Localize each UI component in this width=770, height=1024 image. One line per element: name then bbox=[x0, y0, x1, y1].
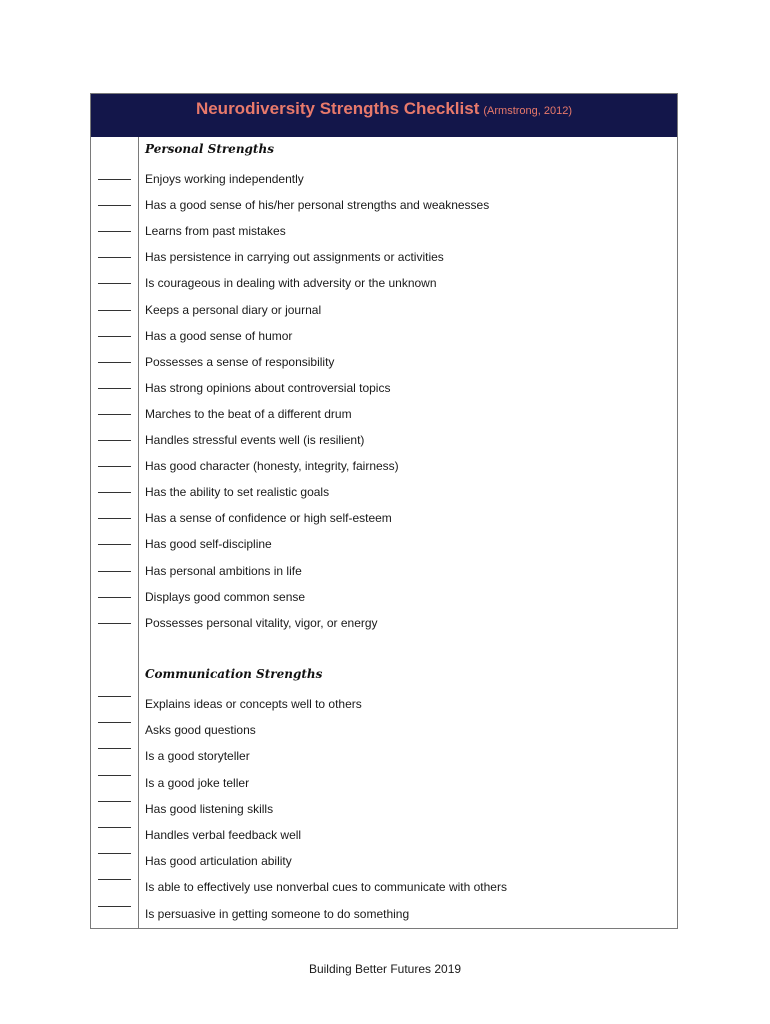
personal-strength-item-label: Possesses personal vitality, vigor, or energy bbox=[145, 615, 378, 630]
personal-strength-row bbox=[91, 510, 677, 528]
personal-strength-row bbox=[91, 380, 677, 398]
personal-strength-item-label: Has good character (honesty, integrity, fairness) bbox=[145, 459, 399, 474]
personal-strength-item-label: Keeps a personal diary or journal bbox=[145, 302, 322, 317]
answer-blank[interactable] bbox=[98, 414, 131, 415]
answer-blank[interactable] bbox=[98, 571, 131, 572]
personal-strength-row bbox=[91, 223, 677, 241]
communication-strength-row bbox=[91, 748, 677, 766]
personal-strength-item-label: Has good self-discipline bbox=[145, 537, 272, 552]
personal-strength-item-label: Has personal ambitions in life bbox=[145, 563, 302, 578]
answer-blank[interactable] bbox=[98, 827, 131, 828]
title-citation: (Armstrong, 2012) bbox=[483, 105, 573, 117]
personal-strength-row bbox=[91, 484, 677, 502]
personal-strength-item-label: Has a good sense of his/her personal strengths and weaknesses bbox=[145, 198, 490, 213]
communication-strength-row bbox=[91, 722, 677, 740]
answer-blank[interactable] bbox=[98, 283, 131, 284]
personal-strength-item-label: Marches to the beat of a different drum bbox=[145, 406, 352, 421]
answer-blank[interactable] bbox=[98, 492, 131, 493]
answer-blank[interactable] bbox=[98, 597, 131, 598]
answer-blank[interactable] bbox=[98, 906, 131, 907]
answer-blank[interactable] bbox=[98, 853, 131, 854]
communication-strength-row bbox=[91, 879, 677, 897]
communication-strength-item-label: Is a good joke teller bbox=[145, 775, 250, 790]
personal-strength-item-label: Is courageous in dealing with adversity or the unknown bbox=[145, 276, 437, 291]
communication-strength-row bbox=[91, 775, 677, 793]
communication-strength-row bbox=[91, 906, 677, 924]
personal-strength-item-label: Handles stressful events well (is resilient) bbox=[145, 433, 365, 447]
answer-blank[interactable] bbox=[98, 257, 131, 258]
personal-strength-item-label: Enjoys working independently bbox=[145, 172, 304, 186]
communication-strength-row bbox=[91, 827, 677, 845]
checklist-table bbox=[90, 93, 678, 929]
personal-strength-row bbox=[91, 458, 677, 476]
personal-strength-row bbox=[91, 406, 677, 424]
personal-strength-row bbox=[91, 302, 677, 320]
personal-strength-row bbox=[91, 354, 677, 372]
personal-strengths-heading: Personal Strengths bbox=[145, 142, 274, 156]
personal-strength-row bbox=[91, 589, 677, 607]
personal-strength-row bbox=[91, 275, 677, 293]
answer-blank[interactable] bbox=[98, 801, 131, 802]
answer-blank[interactable] bbox=[98, 310, 131, 311]
page-footer: Building Better Futures 2019 bbox=[308, 962, 462, 976]
personal-strength-row bbox=[91, 536, 677, 554]
personal-strength-item-label: Has strong opinions about controversial topics bbox=[145, 380, 391, 395]
answer-blank[interactable] bbox=[98, 879, 131, 880]
answer-blank[interactable] bbox=[98, 623, 131, 624]
checklist-header bbox=[91, 94, 677, 137]
personal-strength-item-label: Has a sense of confidence or high self-esteem bbox=[145, 511, 392, 526]
answer-blank[interactable] bbox=[98, 179, 131, 180]
personal-strength-item-label: Possesses a sense of responsibility bbox=[145, 354, 335, 369]
personal-strength-item-label: Has a good sense of humor bbox=[145, 328, 293, 343]
communication-strength-item-label: Is able to effectively use nonverbal cues to communicate with others bbox=[145, 880, 507, 895]
personal-strength-row bbox=[91, 328, 677, 346]
answer-blank[interactable] bbox=[98, 518, 131, 519]
answer-blank[interactable] bbox=[98, 722, 131, 723]
communication-strength-item-label: Has good listening skills bbox=[145, 801, 274, 816]
answer-blank[interactable] bbox=[98, 231, 131, 232]
personal-strength-row bbox=[91, 615, 677, 633]
page-title: Neurodiversity Strengths Checklist bbox=[195, 99, 480, 118]
answer-blank[interactable] bbox=[98, 388, 131, 389]
answer-blank[interactable] bbox=[98, 362, 131, 363]
communication-strength-item-label: Has good articulation ability bbox=[145, 854, 292, 869]
answer-blank[interactable] bbox=[98, 466, 131, 467]
answer-blank[interactable] bbox=[98, 440, 131, 441]
communication-strength-row bbox=[91, 853, 677, 871]
communication-strength-item-label: Is persuasive in getting someone to do something bbox=[145, 906, 410, 921]
personal-strength-row bbox=[91, 432, 677, 450]
communication-strength-item-label: Is a good storyteller bbox=[145, 749, 250, 764]
communication-strength-item-label: Explains ideas or concepts well to others bbox=[145, 697, 362, 711]
personal-strength-item-label: Has persistence in carrying out assignments or activities bbox=[145, 250, 444, 265]
communication-strength-item-label: Handles verbal feedback well bbox=[145, 828, 302, 842]
personal-strength-item-label: Learns from past mistakes bbox=[145, 224, 286, 239]
answer-blank[interactable] bbox=[98, 544, 131, 545]
answer-blank[interactable] bbox=[98, 205, 131, 206]
personal-strength-item-label: Has the ability to set realistic goals bbox=[145, 485, 330, 500]
answer-blank[interactable] bbox=[98, 336, 131, 337]
communication-strength-row bbox=[91, 801, 677, 819]
answer-blank[interactable] bbox=[98, 748, 131, 749]
communication-strength-row bbox=[91, 696, 677, 714]
personal-strength-row bbox=[91, 197, 677, 215]
personal-strength-row bbox=[91, 249, 677, 267]
communication-strengths-heading: Communication Strengths bbox=[145, 667, 323, 681]
answer-blank[interactable] bbox=[98, 775, 131, 776]
personal-strength-item-label: Displays good common sense bbox=[145, 589, 306, 604]
personal-strength-row bbox=[91, 563, 677, 581]
communication-strength-item-label: Asks good questions bbox=[145, 723, 256, 738]
answer-blank[interactable] bbox=[98, 696, 131, 697]
personal-strength-row bbox=[91, 171, 677, 189]
